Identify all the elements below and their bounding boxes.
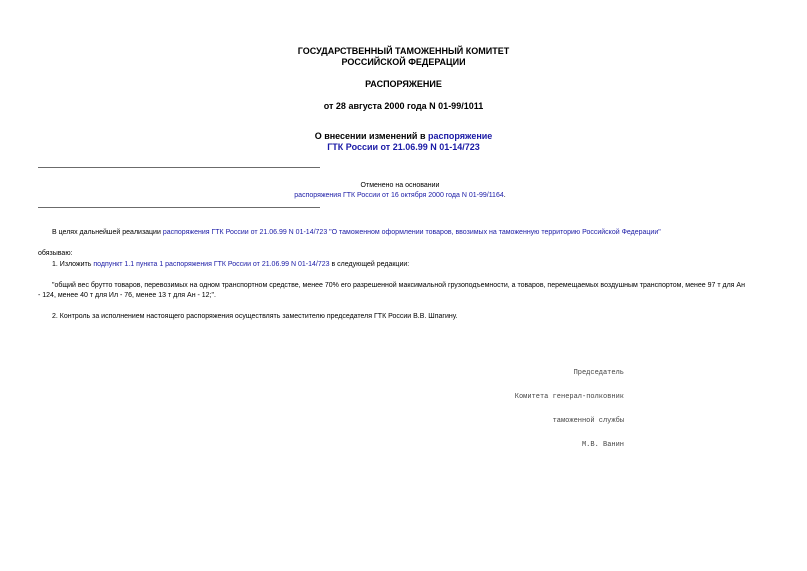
organization-name [0,46,807,68]
item-1-prefix: 1. Изложить [52,261,94,268]
organization-line-2: РОССИЙСКОЙ ФЕДЕРАЦИИ [341,57,466,67]
signature-line-1: Председатель [573,369,624,377]
item-2: 2. Контроль за исполнением настоящего распоряжения осуществлять заместителю председателя ГТК России В.В. Шпагину. [52,313,458,320]
intro-link[interactable]: распоряжения ГТК России от 21.06.99 N 01-14/723 "О таможенном оформлении товаров, ввозимых на таможенную территорию Российской Федерации" [162,229,661,236]
signature-block [470,353,624,457]
item-1-suffix: в следующей редакции: [329,261,410,268]
quoted-line-2: - 124, менее 40 т для Ил - 76, менее 13 т для Ан - 12;". [38,292,216,299]
organization-line-1: ГОСУДАРСТВЕННЫЙ ТАМОЖЕННЫЙ КОМИТЕТ [297,46,510,56]
signature-line-3: таможенной службы [552,417,624,425]
title-prefix: О внесении изменений в [314,131,428,141]
divider-bottom [38,207,320,208]
document-date-number: от 28 августа 2000 года N 01-99/1011 [323,101,484,111]
item-1-link[interactable]: подпункт 1.1 пункта 1 распоряжения ГТК России от 21.06.99 N 01-14/723 [93,261,330,268]
cancellation-line-2 [200,191,600,201]
cancellation-line-1: Отменено на основании [360,182,440,189]
document-title [0,131,807,153]
intro-paragraph [52,228,661,238]
cancellation-suffix: . [503,192,506,199]
document-type: РАСПОРЯЖЕНИЕ [365,79,442,89]
cancellation-note [200,181,600,201]
item-1 [52,260,409,270]
signature-line-2: Комитета генерал-полковник [514,393,624,401]
divider-top [38,167,320,168]
title-link-decree[interactable]: распоряжение [427,131,493,141]
obliges-text: обязываю: [38,250,73,257]
title-link-decree-details[interactable]: ГТК России от 21.06.99 N 01-14/723 [327,142,480,152]
quoted-line-1: "общий вес брутто товаров, перевозимых на одном транспортном средстве, менее 70% его разрешенной максимальной грузоподъемности, а товаров, перемещаемых воздушным транспортом, менее 97 т для Ан [52,282,745,289]
cancellation-link[interactable]: распоряжения ГТК России от 16 октября 2000 года N 01-99/1164 [294,192,504,199]
quoted-text [38,281,778,301]
title-line-1 [0,131,807,142]
signature-line-4: М.В. Ванин [581,441,624,449]
intro-prefix: В целях дальнейшей реализации [52,229,163,236]
